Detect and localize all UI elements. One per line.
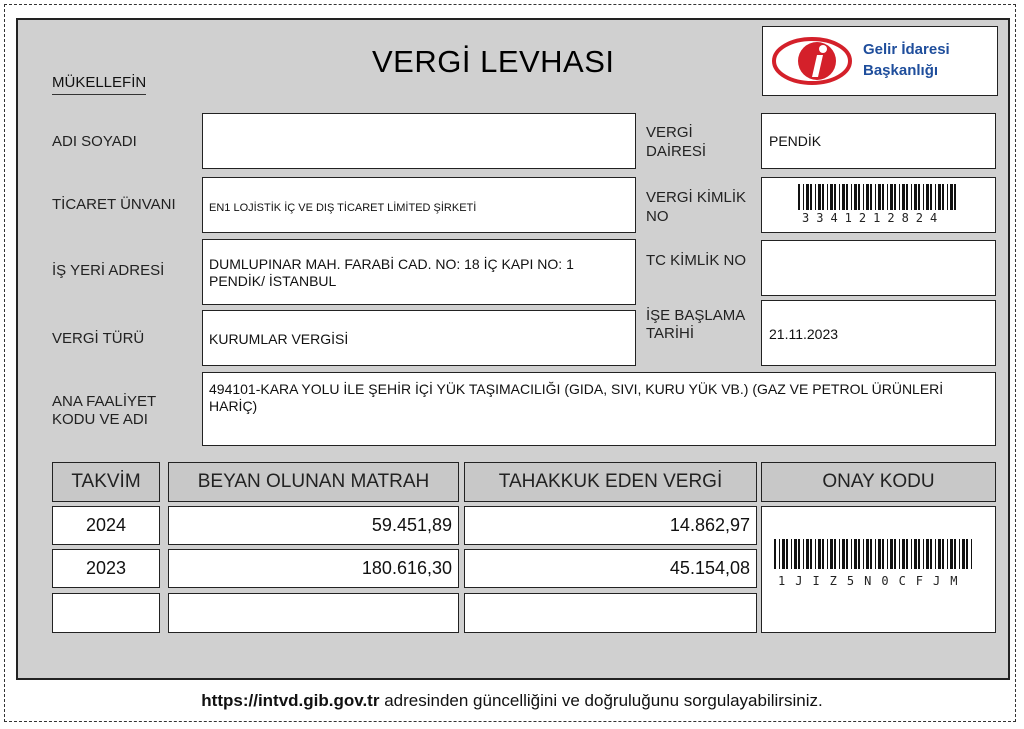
value-vergi-kimlik: 3341212824 bbox=[802, 211, 945, 225]
header-onay-kodu: ONAY KODU bbox=[761, 462, 996, 502]
table-cell-vergi-2: 45.154,08 bbox=[464, 549, 757, 588]
footer-url[interactable]: https://intvd.gib.gov.tr bbox=[201, 691, 380, 710]
value-faaliyet-line2: HARİÇ) bbox=[209, 398, 258, 414]
label-vergi-kimlik-2: NO bbox=[646, 208, 669, 225]
label-vergi-dairesi-1: VERGİ bbox=[646, 124, 693, 141]
value-adres-line2: PENDİK/ İSTANBUL bbox=[209, 273, 337, 289]
header-matrah: BEYAN OLUNAN MATRAH bbox=[168, 462, 459, 502]
value-box-vergi-kimlik bbox=[761, 177, 996, 233]
value-box-adi-soyadi bbox=[202, 113, 636, 169]
value-box-vergi-dairesi bbox=[761, 113, 996, 169]
vkn-barcode-icon bbox=[798, 184, 958, 210]
value-box-ticaret-unvani bbox=[202, 177, 636, 233]
table-cell-matrah-2: 180.616,30 bbox=[168, 549, 459, 588]
table-cell-takvim-3 bbox=[52, 593, 160, 633]
footer-note bbox=[0, 691, 1024, 711]
footer-text: adresinden güncelliğini ve doğruluğunu sorgulayabilirsiniz. bbox=[379, 691, 823, 710]
value-box-tc-kimlik bbox=[761, 240, 996, 296]
value-ticaret-unvani: EN1 LOJİSTİK İÇ VE DIŞ TİCARET LİMİTED ŞİRKETİ bbox=[209, 202, 477, 214]
logo-line1: Gelir İdaresi bbox=[863, 41, 950, 58]
table-cell-vergi-1: 14.862,97 bbox=[464, 506, 757, 545]
value-vergi-turu: KURUMLAR VERGİSİ bbox=[209, 331, 349, 347]
label-adi-soyadi: ADI SOYADI bbox=[52, 133, 137, 150]
table-cell-takvim-1: 2024 bbox=[52, 506, 160, 545]
value-box-is-yeri-adresi bbox=[202, 239, 636, 305]
label-ticaret-unvani: TİCARET ÜNVANI bbox=[52, 196, 176, 213]
label-is-yeri-adresi: İŞ YERİ ADRESİ bbox=[52, 262, 165, 279]
header-vergi: TAHAKKUK EDEN VERGİ bbox=[464, 462, 757, 502]
header-takvim: TAKVİM bbox=[52, 462, 160, 502]
table-cell-matrah-1: 59.451,89 bbox=[168, 506, 459, 545]
label-tc-kimlik: TC KİMLİK NO bbox=[646, 252, 747, 269]
value-adres-line1: DUMLUPINAR MAH. FARABİ CAD. NO: 18 İÇ KAPI NO: 1 bbox=[209, 256, 574, 272]
label-ana-faaliyet-2: KODU VE ADI bbox=[52, 411, 148, 428]
onay-kodu-box bbox=[761, 506, 996, 633]
table-cell-matrah-3 bbox=[168, 593, 459, 633]
logo-line2: Başkanlığı bbox=[863, 62, 939, 79]
label-ana-faaliyet-1: ANA FAALİYET bbox=[52, 393, 157, 410]
onay-barcode-icon bbox=[774, 539, 974, 569]
value-onay-kodu: 1JIZ5N0CFJM bbox=[778, 574, 968, 588]
value-faaliyet-line1: 494101-KARA YOLU İLE ŞEHİR İÇİ YÜK TAŞIMACILIĞI (GIDA, SIVI, KURU YÜK VB.) (GAZ VE PETROL ÜRÜNLERİ bbox=[209, 381, 944, 397]
label-vergi-dairesi-2: DAİRESİ bbox=[646, 143, 707, 160]
value-box-ise-baslama bbox=[761, 300, 996, 366]
gib-logo bbox=[762, 26, 998, 96]
label-ise-baslama-1: İŞE BAŞLAMA bbox=[646, 307, 746, 324]
label-vergi-turu: VERGİ TÜRÜ bbox=[52, 330, 145, 347]
value-vergi-dairesi: PENDİK bbox=[769, 133, 822, 149]
value-box-vergi-turu bbox=[202, 310, 636, 366]
label-vergi-kimlik-1: VERGİ KİMLİK bbox=[646, 189, 747, 206]
gib-emblem-icon bbox=[771, 34, 853, 88]
label-ise-baslama-2: TARİHİ bbox=[646, 325, 695, 342]
table-cell-takvim-2: 2023 bbox=[52, 549, 160, 588]
section-label: MÜKELLEFİN bbox=[52, 74, 146, 95]
value-ise-baslama: 21.11.2023 bbox=[769, 326, 839, 342]
page-title: VERGİ LEVHASI bbox=[372, 44, 615, 79]
table-cell-vergi-3 bbox=[464, 593, 757, 633]
value-box-ana-faaliyet bbox=[202, 372, 996, 446]
